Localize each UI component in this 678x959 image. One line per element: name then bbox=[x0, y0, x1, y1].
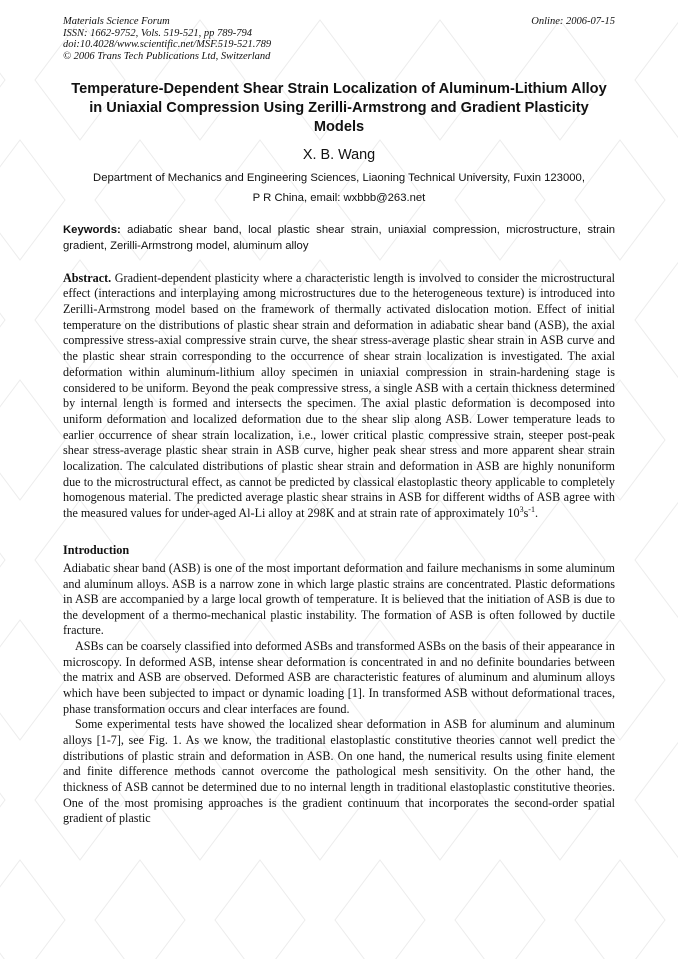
watermark-shape bbox=[635, 740, 678, 860]
watermark-shape bbox=[0, 860, 65, 959]
journal-header bbox=[63, 16, 615, 64]
affiliation bbox=[63, 168, 615, 208]
keywords bbox=[63, 223, 615, 255]
paper-title: Temperature-Dependent Shear Strain Localization of Aluminum-Lithium Alloy in Uniaxial Compression Using Zerilli-Armstrong and Gradient Plasticity Models bbox=[71, 81, 607, 135]
affiliation-line-2: P R China, email: wxbbb@263.net bbox=[252, 192, 426, 204]
page-content bbox=[63, 16, 615, 827]
watermark-shape bbox=[0, 20, 5, 140]
abstract-end: . bbox=[534, 506, 539, 521]
watermark-shape bbox=[455, 860, 545, 959]
online-date: Online: 2006-07-15 bbox=[531, 16, 615, 27]
intro-paragraph-2: ASBs can be coarsely classified into deformed ASBs and transformed ASBs on the basis of their appearance in microscopy. In deformed ASB, intense shear deformation is concentrated in and no definite boundaries between the matrix and ASB are observed. Deformed ASB are characteristic features of aluminum and aluminum alloys which have been subjected to impact or dynamic loading [1]. In transformed ASB without deformational traces, phase transformation occurs and clear interfaces are found. bbox=[63, 639, 615, 716]
abstract-label: Abstract. bbox=[63, 270, 112, 285]
journal-name: Materials Science Forum bbox=[63, 16, 170, 27]
affiliation-line-1: Department of Mechanics and Engineering Sciences, Liaoning Technical University, Fuxin 123000, bbox=[93, 172, 585, 184]
watermark-shape bbox=[0, 140, 65, 260]
watermark-shape bbox=[0, 740, 5, 860]
intro-paragraph-3: Some experimental tests have showed the localized shear deformation in ASB for aluminum and aluminum alloys [1-7], see Fig. 1. As we know, the traditional elastoplastic constitutive theories cannot well predict the distributions of plastic strain and deformation in ASB. On one hand, the numerical results using finite element and finite difference methods cannot overcome the pathological mesh sensitivity. On the other hand, the thickness of ASB cannot be determined due to no internal length in traditional elastoplastic constitutive theories. One of the most promising approaches is the gradient continuum that incorporates the second-order spatial gradient of plastic bbox=[63, 717, 615, 826]
watermark-shape bbox=[635, 20, 678, 140]
watermark-shape bbox=[0, 500, 5, 620]
intro-paragraph-1: Adiabatic shear band (ASB) is one of the most important deformation and failure mechanisms in some aluminum and aluminum alloys. ASB is a narrow zone in which large plastic strains are concentrated. Plastic deformations in ASB are accompanied by a large local growth of temperature. It is believed that the initiation of ASB is due to the development of a thermo-mechanical plastic instability. The formation of ASB is often followed by ductile fracture. bbox=[63, 560, 615, 638]
abstract-unit: s bbox=[523, 506, 529, 521]
watermark-shape bbox=[635, 500, 678, 620]
copyright-line: © 2006 Trans Tech Publications Ltd, Switzerland bbox=[63, 50, 271, 62]
abstract-exponent: 3 bbox=[519, 505, 524, 515]
doi-line: doi:10.4028/www.scientific.net/MSF.519-521.789 bbox=[63, 39, 272, 51]
watermark-shape bbox=[0, 380, 65, 500]
watermark-shape bbox=[95, 860, 185, 959]
issn-line: ISSN: 1662-9752, Vols. 519-521, pp 789-794 bbox=[63, 27, 252, 39]
abstract-text: Gradient-dependent plasticity where a characteristic length is involved to consider the microstructural effect (interactions and interplaying among microstructures due to the heterogeneous texture) is introduced into Zerilli-Armstrong model based on the framework of thermally activated dislocation motion. Effect of initial temperature on the distributions of plastic shear strain and deformation in adiabatic shear band (ASB), the axial compressive stress-axial compressive strain curve, the shear stress-average plastic shear strain in ASB curve and the plastic shear strain corresponding to the occurrence of shear strain localization is investigated. The axial deformation within aluminum-lithium alloy specimen in uniaxial compression in strain-hardening stage is considered to be uniform. Beyond the peak compressive stress, a single ASB with a certain thickness determined by internal length is formed and intersects the specimen. The axial plastic deformation is decomposed into uniform deformation and localized deformation due to the shear slip along ASB. Lower temperature leads to earlier occurrence of shear strain localization, i.e., lower critical plastic compressive strain, steeper post-peak shear stress-average plastic shear strain in ASB curve, higher peak shear stress and more apparent shear strain localization. The calculated distributions of plastic shear strain and deformation in ASB are highly nonuniform due to the microstructural effect, as cannot be predicted by classical elastoplastic theory applicable to completely homogenous material. The predicted average plastic shear strains in ASB for different widths of ASB agree with the measured values for under-aged Al-Li alloy at 298K and at strain rate of approximately 10 bbox=[63, 270, 615, 521]
keywords-text: adiabatic shear band, local plastic shear strain, uniaxial compression, microstructure, strain gradient, Zerilli-Armstrong model, aluminum alloy bbox=[63, 224, 615, 252]
keywords-label: Keywords: bbox=[63, 224, 121, 236]
abstract-unit-exponent: -1 bbox=[528, 505, 535, 515]
watermark-shape bbox=[335, 860, 425, 959]
author-name: X. B. Wang bbox=[302, 147, 376, 163]
watermark-shape bbox=[635, 260, 678, 380]
watermark-shape bbox=[0, 620, 65, 740]
watermark-shape bbox=[215, 860, 305, 959]
introduction-heading: Introduction bbox=[63, 542, 130, 557]
abstract bbox=[63, 271, 615, 522]
watermark-shape bbox=[575, 860, 665, 959]
watermark-shape bbox=[0, 260, 5, 380]
